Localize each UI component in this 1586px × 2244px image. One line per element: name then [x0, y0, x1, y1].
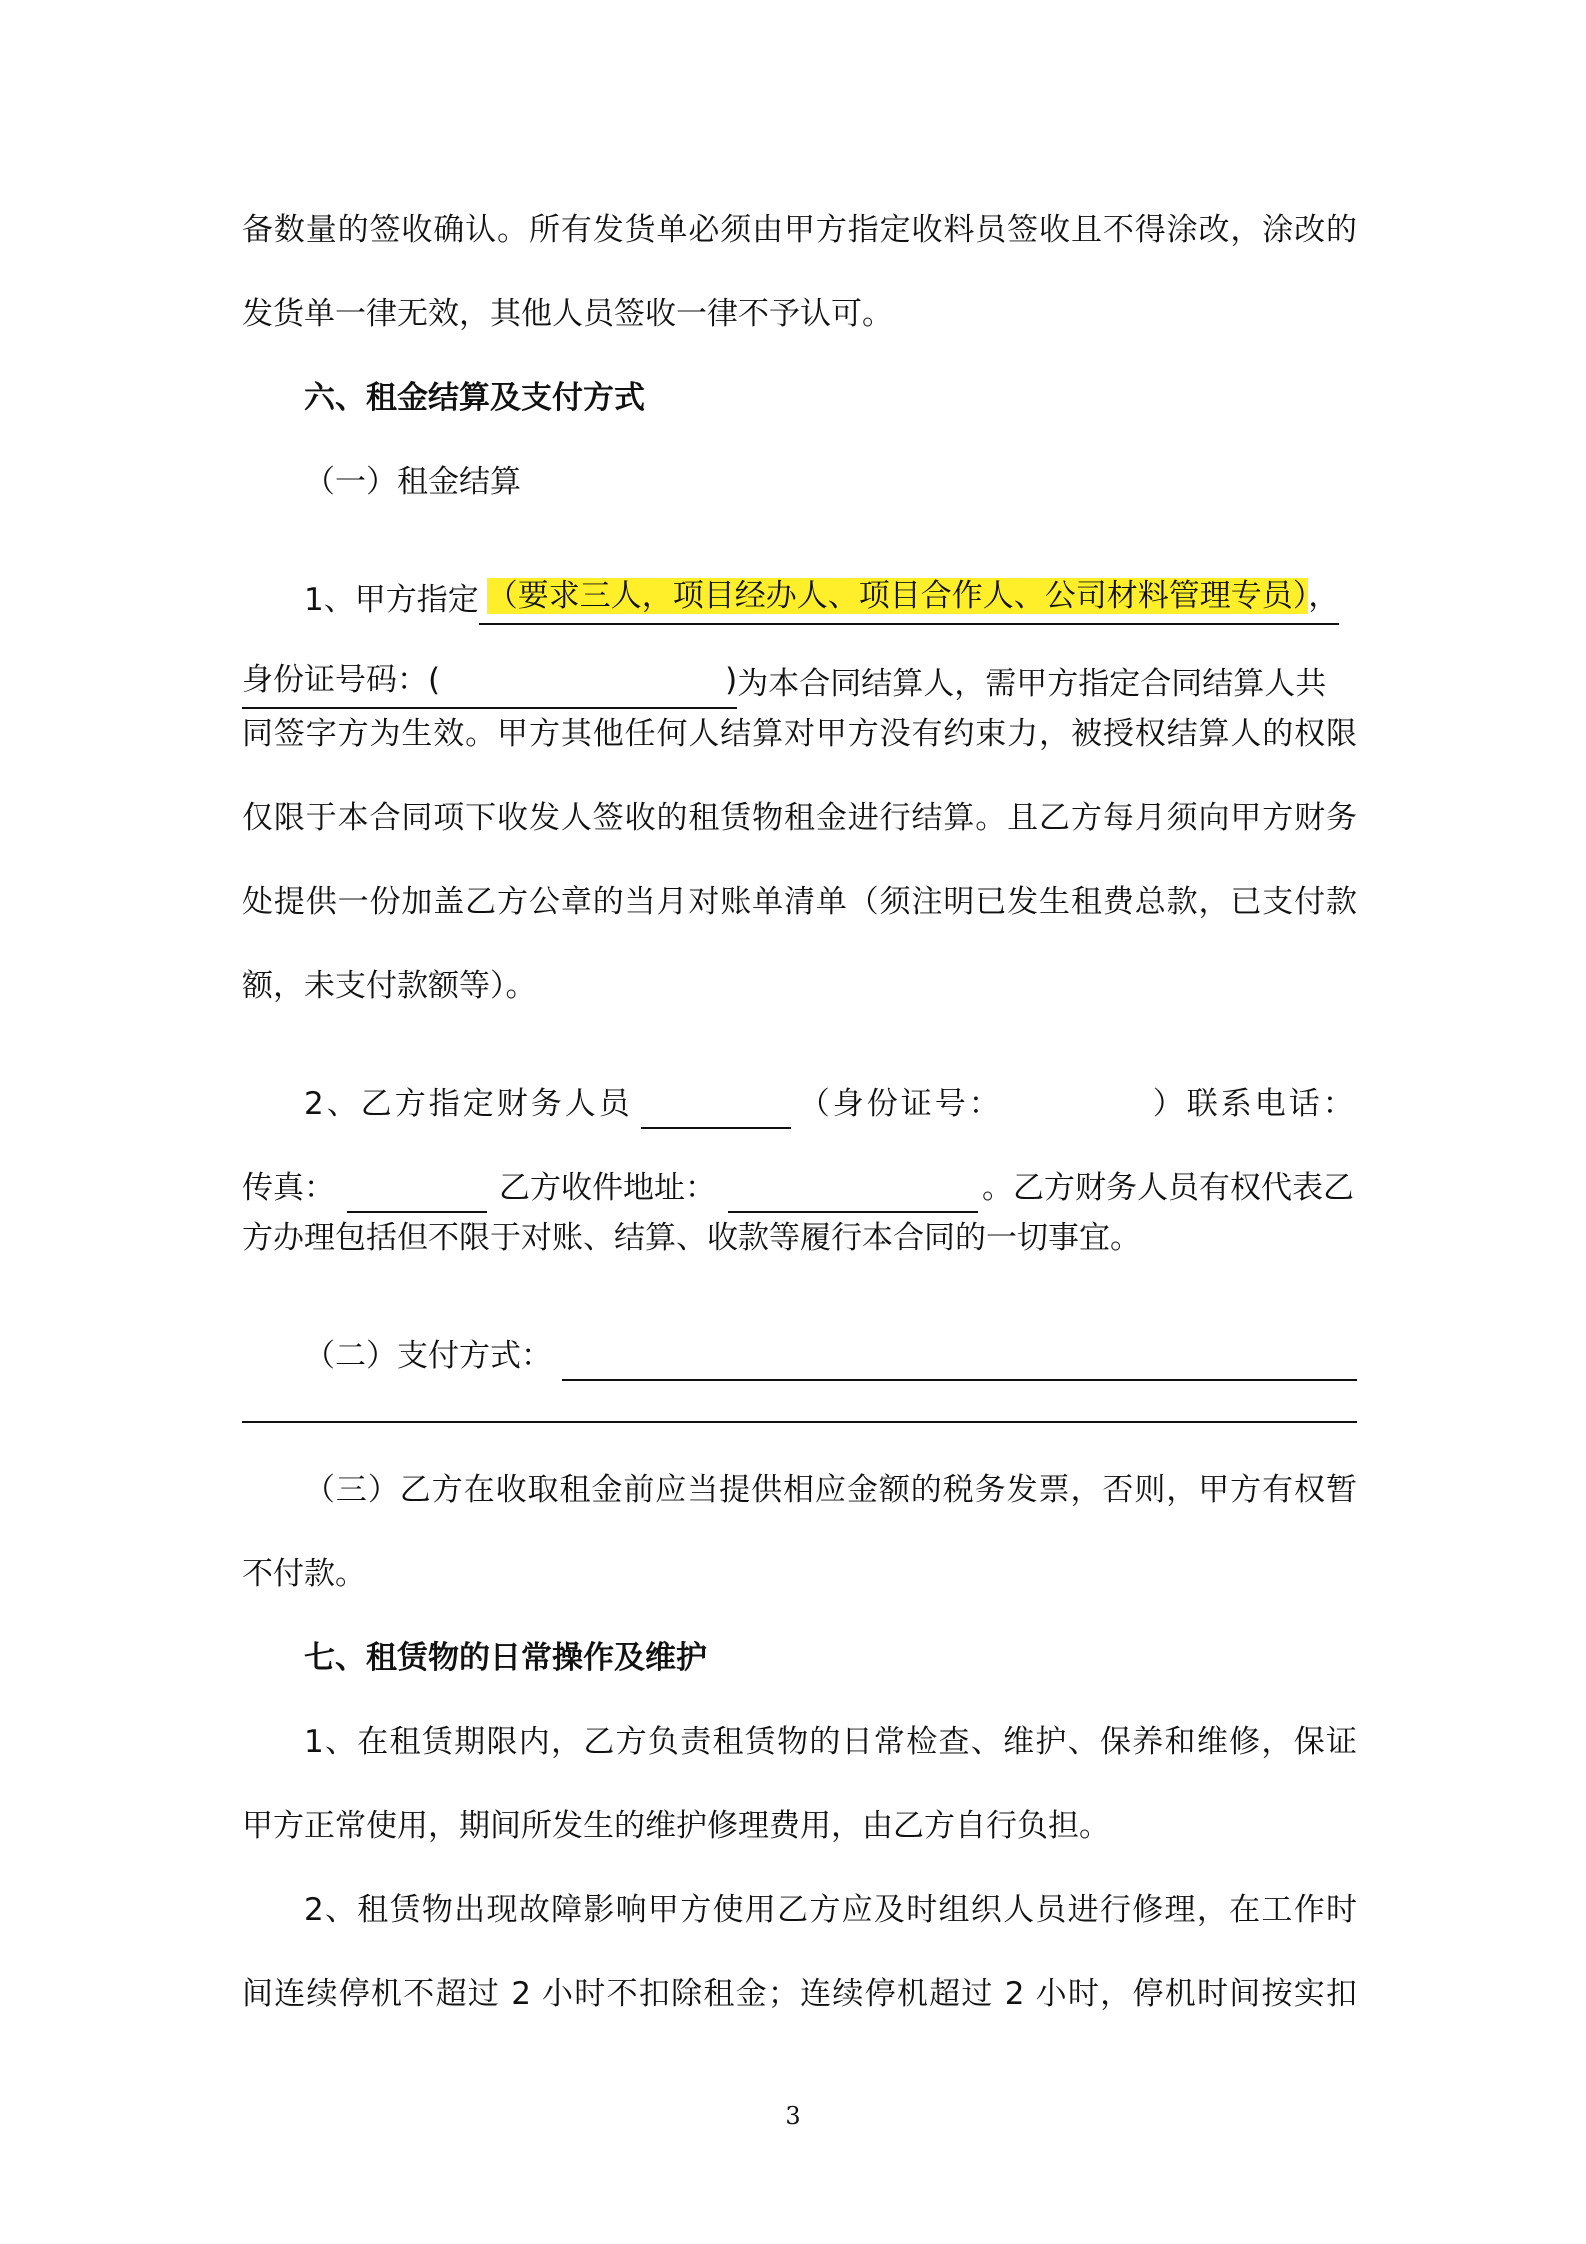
clause-1-prefix: 1、甲方指定 [304, 582, 479, 618]
id-number-close: ) [725, 655, 737, 709]
paragraph-line: 1、在租赁期限内，乙方负责租赁物的日常检查、维护、保养和维修，保证 [304, 1724, 1357, 1760]
payment-method-line [242, 1297, 1357, 1381]
paragraph-line: 不付款。 [242, 1556, 366, 1592]
blank-rule [242, 1381, 1357, 1423]
document-body [242, 205, 1357, 2053]
clause-2-fax-line [242, 1129, 1357, 1213]
paragraph-line: 间连续停机不超过 2 小时不扣除租金；连续停机超过 2 小时，停机时间按实扣 [242, 1976, 1357, 2012]
paragraph-line: 处提供一份加盖乙方公章的当月对账单清单（须注明已发生租费总款，已支付款 [242, 884, 1357, 920]
designated-persons-field[interactable]: （要求三人，项目经办人、项目合作人、公司材料管理专员）， [479, 571, 1340, 625]
paragraph-line: 方办理包括但不限于对账、结算、收款等履行本合同的一切事宜。 [242, 1220, 1141, 1256]
clause-1-line [242, 541, 1357, 625]
clause-2-tail: 。乙方财务人员有权代表乙 [982, 1170, 1354, 1206]
subsection-3-line: （三）乙方在收取租金前应当提供相应金额的税务发票，否则，甲方有权暂 [304, 1472, 1357, 1508]
address-label: 乙方收件地址： [499, 1170, 716, 1206]
page-number: 3 [785, 2102, 801, 2130]
paragraph-line: 发货单一律无效，其他人员签收一律不予认可。 [242, 296, 893, 332]
payment-method-blank[interactable] [562, 1339, 1357, 1381]
section-heading-6: 六、租金结算及支付方式 [304, 380, 645, 416]
finance-id-label: （身份证号： [798, 1086, 1003, 1122]
paragraph-line: 仅限于本合同项下收发人签收的租赁物租金进行结算。且乙方每月须向甲方财务 [242, 800, 1357, 836]
phone-label: ）联系电话： [1152, 1086, 1357, 1122]
fax-label: 传真： [242, 1170, 335, 1206]
paragraph-line: 备数量的签收确认。所有发货单必须由甲方指定收料员签收且不得涂改，涂改的 [242, 212, 1357, 248]
clause-1-rest: 为本合同结算人，需甲方指定合同结算人共 [737, 666, 1327, 702]
payment-method-blank-2[interactable] [242, 1381, 1357, 1465]
payment-method-label: （二）支付方式： [304, 1338, 552, 1374]
address-blank[interactable] [728, 1171, 978, 1213]
clause-2-line [242, 1045, 1357, 1129]
clause-1-id-line [242, 625, 1357, 709]
paragraph-line: 2、租赁物出现故障影响甲方使用乙方应及时组织人员进行修理，在工作时 [304, 1892, 1357, 1928]
id-number-label: 身份证号码：( [242, 655, 440, 709]
id-number-blank[interactable] [440, 667, 725, 709]
subsection-heading-1: （一）租金结算 [304, 464, 521, 500]
paragraph-line: 额，未支付款额等）。 [242, 968, 537, 1004]
finance-person-blank[interactable] [641, 1087, 791, 1129]
paragraph-line: 同签字方为生效。甲方其他任何人结算对甲方没有约束力，被授权结算人的权限 [242, 716, 1357, 752]
paragraph-line: 甲方正常使用，期间所发生的维护修理费用，由乙方自行负担。 [242, 1808, 1110, 1844]
highlighted-text: （要求三人，项目经办人、项目合作人、公司材料管理专员） [486, 578, 1309, 614]
fax-blank[interactable] [347, 1171, 487, 1213]
finance-person-label: 2、乙方指定财务人员 [304, 1086, 633, 1122]
section-heading-7: 七、租赁物的日常操作及维护 [304, 1640, 707, 1676]
